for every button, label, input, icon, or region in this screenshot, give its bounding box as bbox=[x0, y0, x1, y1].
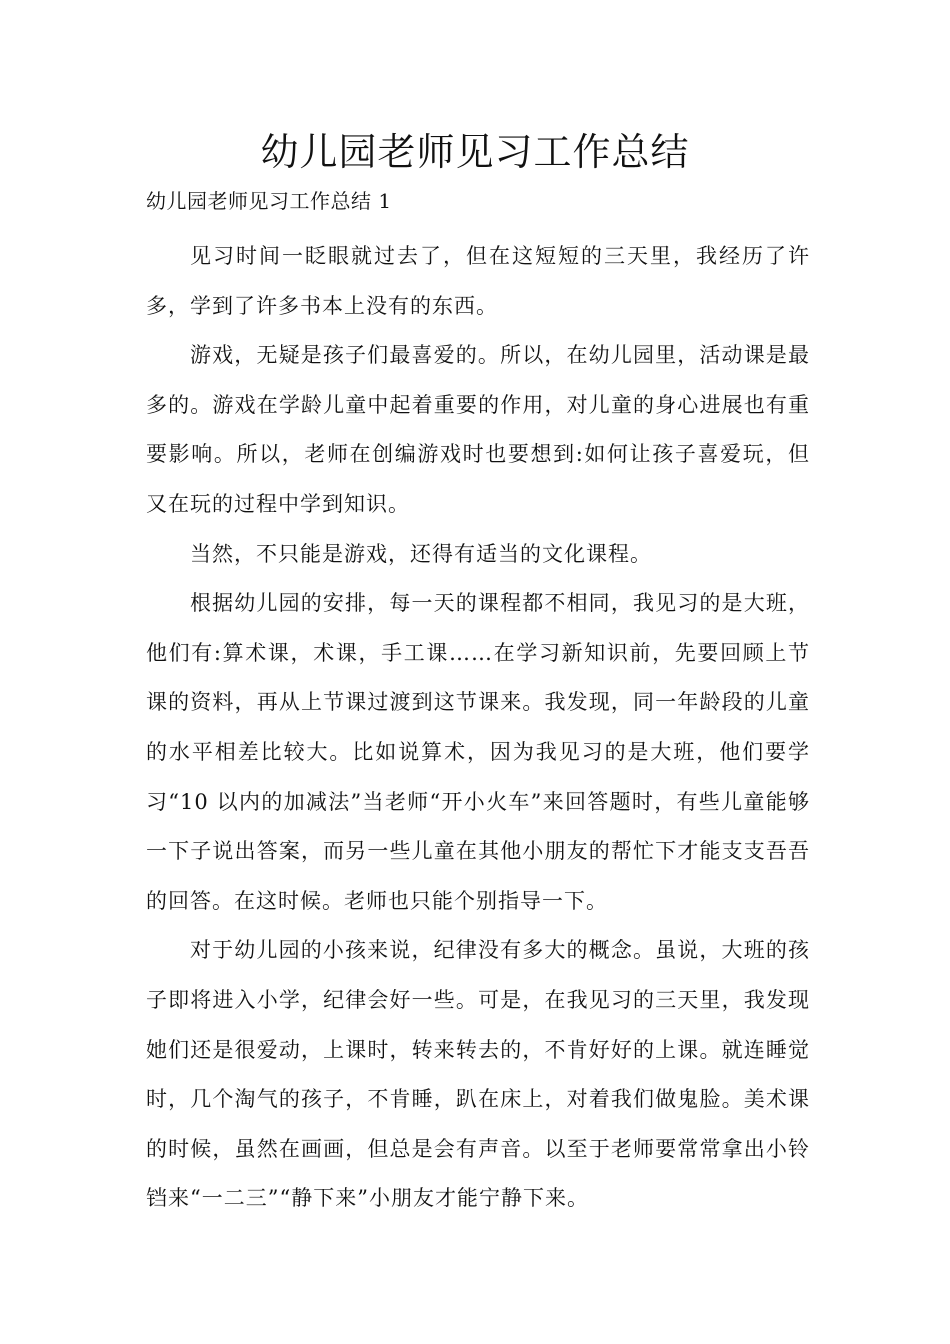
paragraph: 见习时间一眨眼就过去了，但在这短短的三天里，我经历了许多，学到了许多书本上没有的东西。 bbox=[146, 244, 810, 318]
document-subtitle: 幼儿园老师见习工作总结 1 bbox=[146, 189, 392, 213]
paragraph: 根据幼儿园的安排，每一天的课程都不相同，我见习的是大班，他们有:算术课，术课，手工课……在学习新知识前，先要回顾上节课的资料，再从上节课过渡到这节课来。我发现，同一年龄段的儿童的水平相差比较大。比如说算术，因为我见习的是大班，他们要学习“10 以内的加减法”当老师“开小火车”来回答题时，有些儿童能够一下子说出答案，而另一些儿童在其他小朋友的帮忙下才能支支吾吾的回答。在这时候。老师也只能个别指导一下。 bbox=[146, 591, 810, 913]
paragraph: 游戏，无疑是孩子们最喜爱的。所以，在幼儿园里，活动课是最多的。游戏在学龄儿童中起着重要的作用，对儿童的身心进展也有重要影响。所以，老师在创编游戏时也要想到:如何让孩子喜爱玩，但又在玩的过程中学到知识。 bbox=[146, 343, 810, 516]
paragraph: 对于幼儿园的小孩来说，纪律没有多大的概念。虽说，大班的孩子即将进入小学，纪律会好一些。可是，在我见习的三天里，我发现她们还是很爱动，上课时，转来转去的，不肯好好的上课。就连睡觉时，几个淘气的孩子，不肯睡，趴在床上，对着我们做鬼脸。美术课的时候，虽然在画画，但总是会有声音。以至于老师要常常拿出小铃铛来“一二三”“静下来”小朋友才能宁静下来。 bbox=[146, 938, 810, 1211]
document-body bbox=[146, 232, 810, 1224]
document-title: 幼儿园老师见习工作总结 bbox=[260, 130, 690, 174]
paragraph: 当然，不只能是游戏，还得有适当的文化课程。 bbox=[190, 541, 652, 566]
